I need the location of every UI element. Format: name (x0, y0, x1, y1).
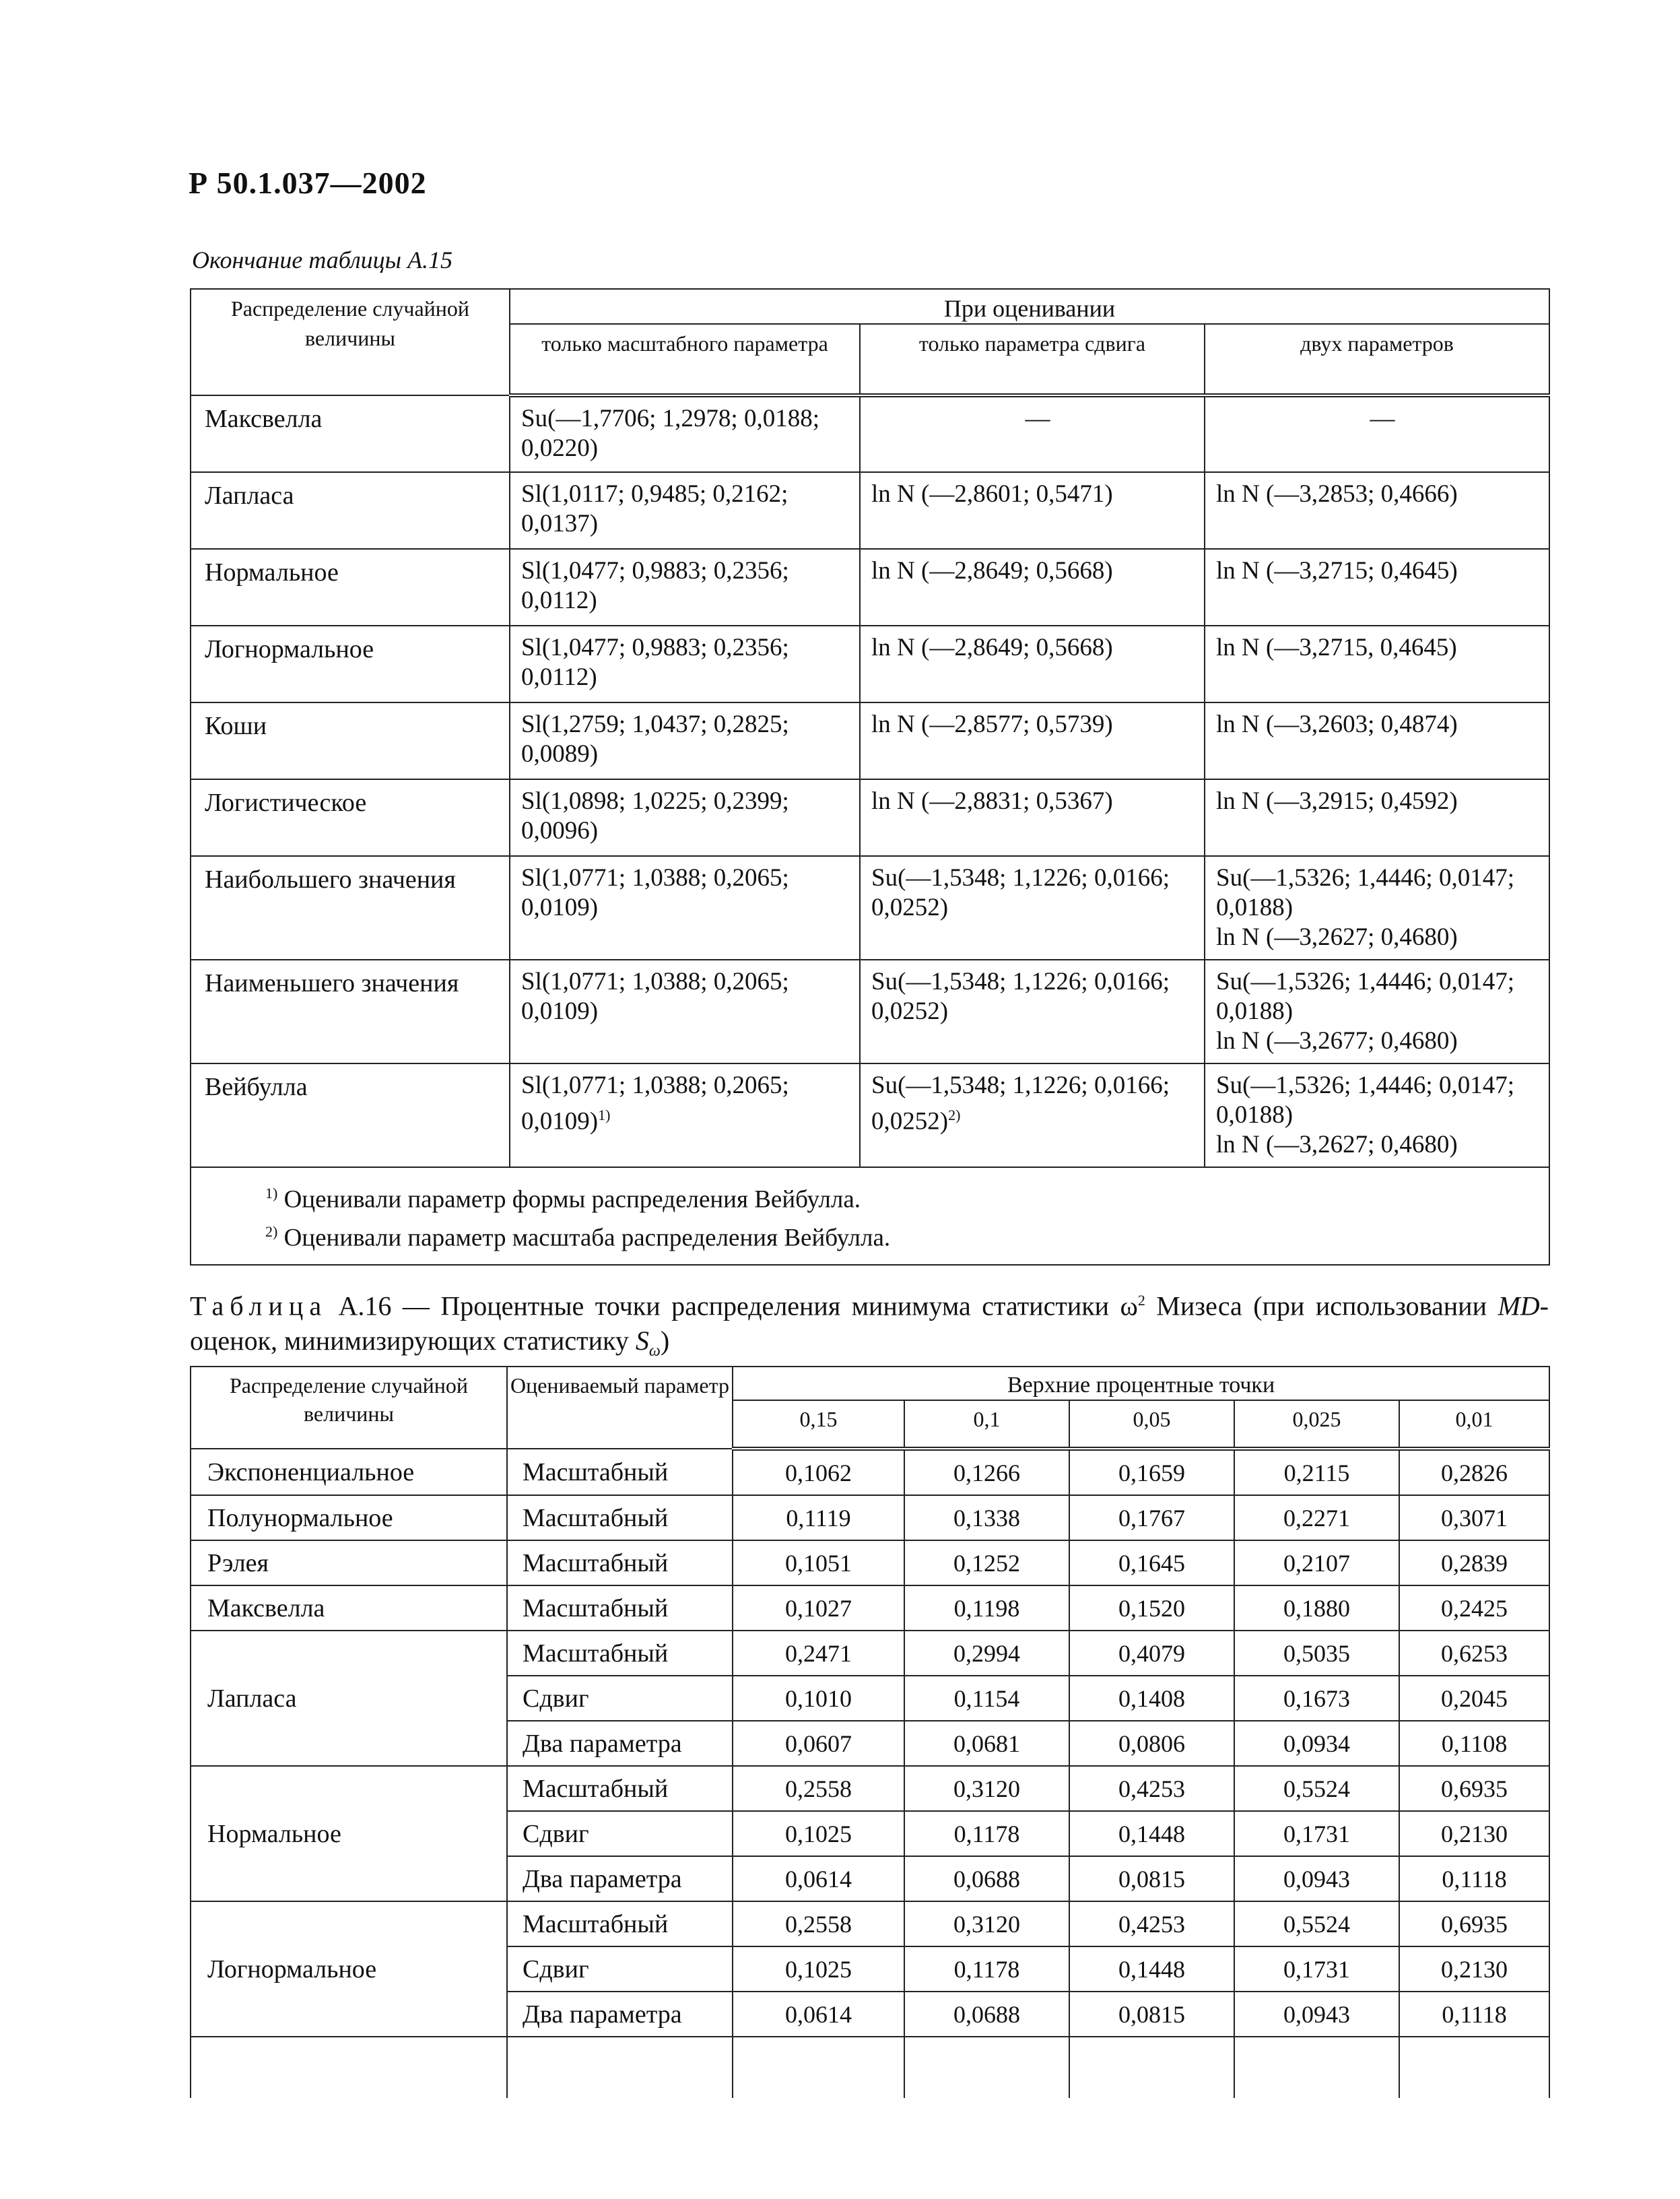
document-code: Р 50.1.037—2002 (189, 166, 427, 200)
cell-two (1205, 472, 1549, 549)
distribution-name: Логнормальное (191, 1901, 507, 2037)
estimated-param: Масштабный (507, 1631, 733, 1676)
table-a16-caption: Таблица А.16 — Процентные точки распределения минимума статистики $\omega^2$ Мизеса (при использовании MD-оценок, минимизирующих статистику $S_\omega$) (190, 1290, 1549, 1360)
cell-shift (860, 779, 1205, 856)
percent-point-value: 0,1119 (733, 1495, 904, 1540)
percent-point-value: 0,2826 (1399, 1449, 1549, 1495)
table-row (191, 1766, 1549, 1811)
empty-cell (1234, 2037, 1399, 2098)
table-row (191, 1540, 1549, 1585)
percent-point-value: 0,3071 (1399, 1495, 1549, 1540)
distribution-name: Максвелла (191, 1585, 507, 1631)
cell-value: Sl(1,0771; 1,0388; 0,2065; 0,0109) (521, 968, 789, 1025)
empty-cell (733, 2037, 904, 2098)
distribution-name: Коши (191, 702, 510, 779)
percent-point-value: 0,0607 (733, 1721, 904, 1766)
percent-point-value: 0,2558 (733, 1766, 904, 1811)
header-scale-only: только масштабного параметра (510, 324, 860, 395)
cell-shift (860, 626, 1205, 702)
cell-value: Sl(1,0477; 0,9883; 0,2356; 0,0112) (521, 557, 789, 614)
header-level: 0,01 (1399, 1400, 1549, 1449)
header-level: 0,025 (1234, 1400, 1399, 1449)
percent-point-value: 0,0943 (1234, 1856, 1399, 1901)
percent-point-value: 0,6253 (1399, 1631, 1549, 1676)
cell-shift (860, 960, 1205, 1063)
header-level: 0,05 (1069, 1400, 1234, 1449)
distribution-name: Максвелла (191, 395, 510, 472)
percent-point-value: 0,4253 (1069, 1901, 1234, 1946)
percent-point-value: 0,0681 (904, 1721, 1069, 1766)
table-row (191, 549, 1549, 626)
cell-scale (510, 856, 860, 960)
percent-point-value: 0,4253 (1069, 1766, 1234, 1811)
percent-point-value: 0,1051 (733, 1540, 904, 1585)
table-row (191, 856, 1549, 960)
empty-cell (1069, 2037, 1234, 2098)
table-row (191, 1631, 1549, 1676)
header-level: 0,15 (733, 1400, 904, 1449)
table-a15 (190, 288, 1550, 1266)
footnote: $^{2)}$ Оценивали параметр масштаба распределения Вейбулла. (265, 1223, 891, 1252)
percent-point-value: 0,1252 (904, 1540, 1069, 1585)
estimated-param: Масштабный (507, 1585, 733, 1631)
header-two-params: двух параметров (1205, 324, 1549, 395)
percent-point-value: 0,1731 (1234, 1946, 1399, 1992)
distribution-name: Логнормальное (191, 626, 510, 702)
footnote-mark: 1) (598, 1107, 611, 1123)
cell-two (1205, 1063, 1549, 1167)
percent-point-value: 0,5524 (1234, 1901, 1399, 1946)
empty-cell (191, 2037, 507, 2098)
table-row (191, 1901, 1549, 1946)
cell-value: ln N (—2,8601; 0,5471) (871, 480, 1113, 508)
cell-value: ln N (—3,2715; 0,4645) (1216, 557, 1458, 585)
cell-shift (860, 549, 1205, 626)
distribution-name: Рэлея (191, 1540, 507, 1585)
estimated-param: Два параметра (507, 1992, 733, 2037)
table-continuation-title: Окончание таблицы А.15 (192, 247, 453, 273)
cell-value: ln N (—3,2603; 0,4874) (1216, 711, 1458, 738)
cell-shift (860, 856, 1205, 960)
estimated-param: Сдвиг (507, 1811, 733, 1856)
cell-value: Sl(1,0771; 1,0388; 0,2065; 0,0109) (521, 864, 789, 921)
cell-value: Su(—1,5348; 1,1226; 0,0166; 0,0252) (871, 968, 1170, 1025)
estimated-param: Сдвиг (507, 1946, 733, 1992)
estimated-param: Масштабный (507, 1449, 733, 1495)
cell-value: Su(—1,5326; 1,4446; 0,0147; 0,0188) (1216, 968, 1514, 1025)
cell-value: ln N (—3,2915; 0,4592) (1216, 787, 1458, 815)
cell-shift (860, 1063, 1205, 1167)
cell-value: Su(—1,5348; 1,1226; 0,0166; 0,0252) (871, 864, 1170, 921)
empty-cell (507, 2037, 733, 2098)
distribution-name: Наибольшего значения (191, 856, 510, 960)
cell-value: Sl(1,0477; 0,9883; 0,2356; 0,0112) (521, 634, 789, 691)
percent-point-value: 0,0614 (733, 1992, 904, 2037)
percent-point-value: 0,0688 (904, 1992, 1069, 2037)
percent-point-value: 0,1027 (733, 1585, 904, 1631)
percent-point-value: 0,0688 (904, 1856, 1069, 1901)
header-shift-only: только параметра сдвига (860, 324, 1205, 395)
distribution-name: Полунормальное (191, 1495, 507, 1540)
cell-value: Sl(1,0898; 1,0225; 0,2399; 0,0096) (521, 787, 789, 845)
cell-value: ln N (—2,8649; 0,5668) (871, 634, 1113, 661)
header-estimated-param: Оцениваемый параметр (507, 1367, 733, 1449)
percent-point-value: 0,5035 (1234, 1631, 1399, 1676)
table-row (191, 779, 1549, 856)
distribution-name: Лапласа (191, 472, 510, 549)
cell-scale (510, 1063, 860, 1167)
distribution-name: Наименьшего значения (191, 960, 510, 1063)
percent-point-value: 0,1448 (1069, 1811, 1234, 1856)
distribution-name: Нормальное (191, 1766, 507, 1901)
footnote-mark: 2) (948, 1107, 961, 1123)
percent-point-value: 0,0815 (1069, 1856, 1234, 1901)
cell-value-second: ln N (—3,2627; 0,4680) (1216, 1131, 1458, 1158)
table-row (191, 1063, 1549, 1167)
cell-two (1205, 856, 1549, 960)
estimated-param: Два параметра (507, 1856, 733, 1901)
cell-scale (510, 395, 860, 472)
percent-point-value: 0,1659 (1069, 1449, 1234, 1495)
percent-point-value: 0,2558 (733, 1901, 904, 1946)
percent-point-value: 0,1108 (1399, 1721, 1549, 1766)
distribution-name: Логистическое (191, 779, 510, 856)
cell-value: ln N (—2,8577; 0,5739) (871, 711, 1113, 738)
cell-value: ln N (—3,2853; 0,4666) (1216, 480, 1458, 508)
percent-point-value: 0,0815 (1069, 1992, 1234, 2037)
cell-value: ln N (—2,8649; 0,5668) (871, 557, 1113, 585)
cell-shift (860, 395, 1205, 472)
percent-point-value: 0,2994 (904, 1631, 1069, 1676)
cell-two (1205, 960, 1549, 1063)
percent-point-value: 0,2107 (1234, 1540, 1399, 1585)
table-row (191, 1495, 1549, 1540)
percent-point-value: 0,1178 (904, 1811, 1069, 1856)
percent-point-value: 0,1673 (1234, 1676, 1399, 1721)
empty-cell (1399, 2037, 1549, 2098)
cell-value: Su(—1,5348; 1,1226; 0,0166; 0,0252) (871, 1072, 1170, 1136)
cell-value: ln N (—2,8831; 0,5367) (871, 787, 1113, 815)
distribution-name: Лапласа (191, 1631, 507, 1766)
table-row (191, 472, 1549, 549)
percent-point-value: 0,1731 (1234, 1811, 1399, 1856)
percent-point-value: 0,1408 (1069, 1676, 1234, 1721)
percent-point-value: 0,1118 (1399, 1992, 1549, 2037)
cell-two (1205, 549, 1549, 626)
cell-value: Sl(1,0117; 0,9485; 0,2162; 0,0137) (521, 480, 788, 537)
cell-scale (510, 549, 860, 626)
table-row (191, 702, 1549, 779)
percent-point-value: 0,0934 (1234, 1721, 1399, 1766)
percent-point-value: 0,1025 (733, 1811, 904, 1856)
percent-point-value: 0,1520 (1069, 1585, 1234, 1631)
cell-two (1205, 779, 1549, 856)
cell-two (1205, 395, 1549, 472)
percent-point-value: 0,1645 (1069, 1540, 1234, 1585)
percent-point-value: 0,3120 (904, 1766, 1069, 1811)
percent-point-value: 0,1154 (904, 1676, 1069, 1721)
percent-point-value: 0,2130 (1399, 1946, 1549, 1992)
percent-point-value: 0,4079 (1069, 1631, 1234, 1676)
percent-point-value: 0,2425 (1399, 1585, 1549, 1631)
cell-value-second: ln N (—3,2677; 0,4680) (1216, 1027, 1458, 1055)
percent-point-value: 0,1198 (904, 1585, 1069, 1631)
cell-value: Su(—1,5326; 1,4446; 0,0147; 0,0188) (1216, 864, 1514, 921)
table-row (191, 626, 1549, 702)
cell-value: ln N (—3,2715, 0,4645) (1216, 634, 1457, 661)
cell-shift (860, 472, 1205, 549)
cell-value: Sl(1,2759; 1,0437; 0,2825; 0,0089) (521, 711, 789, 768)
percent-point-value: 0,1010 (733, 1676, 904, 1721)
estimated-param: Масштабный (507, 1540, 733, 1585)
table-row (191, 1449, 1549, 1495)
percent-point-value: 0,2839 (1399, 1540, 1549, 1585)
table-row (191, 1585, 1549, 1631)
percent-point-value: 0,2045 (1399, 1676, 1549, 1721)
percent-point-value: 0,2115 (1234, 1449, 1399, 1495)
footnote: $^{1)}$ Оценивали параметр формы распределения Вейбулла. (265, 1185, 861, 1214)
cell-scale (510, 779, 860, 856)
percent-point-value: 0,1338 (904, 1495, 1069, 1540)
percent-point-value: 0,1118 (1399, 1856, 1549, 1901)
percent-point-value: 0,1178 (904, 1946, 1069, 1992)
header-upper-points: Верхние процентные точки (733, 1367, 1549, 1400)
cell-value: Su(—1,5326; 1,4446; 0,0147; 0,0188) (1216, 1072, 1514, 1129)
cell-value-second: ln N (—3,2627; 0,4680) (1216, 923, 1458, 951)
estimated-param: Масштабный (507, 1766, 733, 1811)
percent-point-value: 0,1025 (733, 1946, 904, 1992)
percent-point-value: 0,2471 (733, 1631, 904, 1676)
percent-point-value: 0,5524 (1234, 1766, 1399, 1811)
header-level: 0,1 (904, 1400, 1069, 1449)
cell-two (1205, 702, 1549, 779)
table-row (191, 960, 1549, 1063)
percent-point-value: 0,1767 (1069, 1495, 1234, 1540)
cell-scale (510, 702, 860, 779)
table-row (191, 395, 1549, 472)
cell-scale (510, 960, 860, 1063)
percent-point-value: 0,0614 (733, 1856, 904, 1901)
distribution-name: Экспоненциальное (191, 1449, 507, 1495)
cell-value: Sl(1,0771; 1,0388; 0,2065; 0,0109) (521, 1072, 789, 1136)
estimated-param: Масштабный (507, 1495, 733, 1540)
table-footnotes (191, 1167, 1549, 1265)
percent-point-value: 0,1880 (1234, 1585, 1399, 1631)
estimated-param: Два параметра (507, 1721, 733, 1766)
percent-point-value: 0,1448 (1069, 1946, 1234, 1992)
cell-value: Su(—1,7706; 1,2978; 0,0188; 0,0220) (521, 405, 819, 462)
cell-value: — (1025, 405, 1050, 432)
percent-point-value: 0,0806 (1069, 1721, 1234, 1766)
cell-scale (510, 472, 860, 549)
percent-point-value: 0,6935 (1399, 1901, 1549, 1946)
percent-point-value: 0,2130 (1399, 1811, 1549, 1856)
header-distribution: Распределение случайной величины (191, 289, 510, 395)
header-estimation-group: При оценивании (510, 289, 1549, 324)
estimated-param: Масштабный (507, 1901, 733, 1946)
percent-point-value: 0,3120 (904, 1901, 1069, 1946)
header-distribution: Распределение случайной величины (191, 1367, 507, 1449)
percent-point-value: 0,1062 (733, 1449, 904, 1495)
cell-scale (510, 626, 860, 702)
percent-point-value: 0,6935 (1399, 1766, 1549, 1811)
percent-point-value: 0,1266 (904, 1449, 1069, 1495)
estimated-param: Сдвиг (507, 1676, 733, 1721)
percent-point-value: 0,0943 (1234, 1992, 1399, 2037)
cell-value: — (1370, 405, 1395, 432)
distribution-name: Нормальное (191, 549, 510, 626)
cell-shift (860, 702, 1205, 779)
percent-point-value: 0,2271 (1234, 1495, 1399, 1540)
table-a16 (190, 1366, 1550, 2098)
cell-two (1205, 626, 1549, 702)
distribution-name: Вейбулла (191, 1063, 510, 1167)
empty-cell (904, 2037, 1069, 2098)
